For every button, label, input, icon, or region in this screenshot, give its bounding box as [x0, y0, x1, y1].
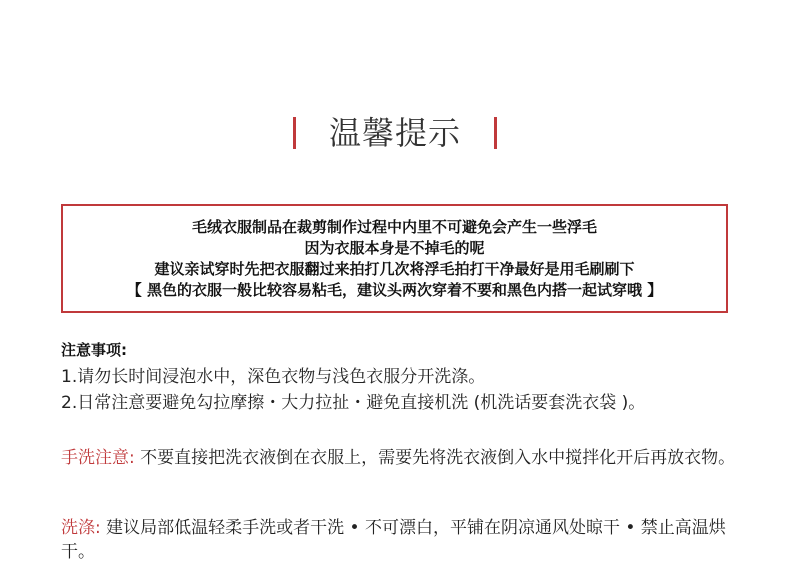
washing-label: 洗涤: [61, 518, 101, 538]
precaution-item: 2.日常注意要避免勾拉摩擦・大力拉扯・避免直接机洗 (机洗话要套洗衣袋 )。 [61, 393, 646, 413]
heading-right-bar [494, 117, 497, 149]
hand-wash-text: 不要直接把洗衣液倒在衣服上，需要先将洗衣液倒入水中搅拌化开后再放衣物。 [134, 448, 736, 468]
precautions-heading: 注意事项: [61, 341, 127, 359]
washing-text: 建议局部低温轻柔手洗或者干洗 • 不可漂白，平铺在阴凉通风处晾干 • 禁止高温烘干。 [61, 518, 726, 562]
heading-left-bar [293, 117, 296, 149]
notice-line: 因为衣服本身是不掉毛的呢 [304, 238, 485, 257]
precautions-section [61, 340, 761, 416]
section-heading [0, 113, 790, 157]
notice-line: 建议亲试穿时先把衣服翻过来拍打几次将浮毛拍打干净最好是用毛刷刷下 [154, 259, 635, 278]
page-title: 温馨提示 [328, 114, 461, 152]
notice-box [61, 204, 728, 313]
precaution-item: 1.请勿长时间浸泡水中，深色衣物与浅色衣服分开洗涤。 [61, 367, 486, 387]
hand-wash-label: 手洗注意: [61, 448, 135, 468]
notice-line: 【 黑色的衣服一般比较容易粘毛，建议头两次穿着不要和黑色内搭一起试穿哦 】 [126, 280, 663, 299]
hand-wash-paragraph [61, 446, 741, 470]
washing-paragraph [61, 516, 741, 564]
notice-line: 毛绒衣服制品在裁剪制作过程中内里不可避免会产生一些浮毛 [191, 217, 597, 236]
